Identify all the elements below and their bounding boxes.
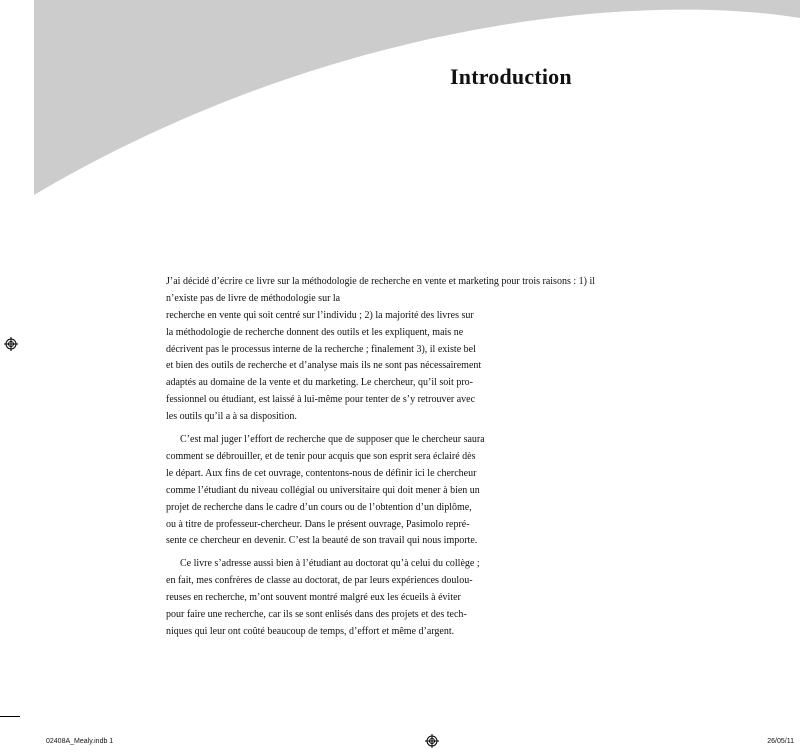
text-line: J’ai décidé d’écrire ce livre sur la méthodologie de recherche en vente et marketing pour trois raisons : 1) il n’existe pas de livre de méthodologie sur la [166, 276, 595, 304]
text-line: décrivent pas le processus interne de la recherche ; finalement 3), il existe bel [166, 343, 476, 355]
text-line: niques qui leur ont coûté beaucoup de temps, d’effort et même d’argent. [166, 625, 455, 637]
paragraph-2 [166, 432, 606, 550]
text-line: les outils qu’il a à sa disposition. [166, 411, 297, 423]
text-line: le départ. Aux fins de cet ouvrage, contentons-nous de définir ici le chercheur [166, 467, 477, 479]
paragraph-1 [166, 274, 606, 426]
text-line: C’est mal juger l’effort de recherche que de supposer que le chercheur saura [180, 434, 485, 446]
text-line: fessionnel ou étudiant, est laissé à lui-même pour tenter de s’y retrouver avec [166, 394, 476, 406]
text-line: ou à titre de professeur-chercheur. Dans le présent ouvrage, Pasimolo repré- [166, 518, 470, 530]
registration-mark-icon [4, 337, 18, 351]
text-line: comment se débrouiller, et de tenir pour acquis que son esprit sera éclairé dès [166, 450, 476, 462]
text-line: pour faire une recherche, car ils se sont enlisés dans des projets et des tech- [166, 608, 467, 620]
page-title: Introduction [450, 64, 572, 89]
text-line: projet de recherche dans le cadre d’un cours ou de l’obtention d’un diplôme, [166, 501, 472, 513]
text-line: sente ce chercheur en devenir. C’est la beauté de son travail qui nous importe. [166, 535, 478, 547]
body-text [166, 274, 606, 641]
text-line: adaptés au domaine de la vente et du marketing. Le chercheur, qu’il soit pro- [166, 377, 473, 389]
crop-mark [0, 716, 20, 717]
text-line: la méthodologie de recherche donnent des outils et les expliquent, mais ne [166, 326, 464, 338]
text-line: en fait, mes confrères de classe au doctorat, de par leurs expériences doulou- [166, 575, 473, 587]
footer-file-info: 02408A_Mealy.indb 1 [46, 738, 114, 745]
text-line: comme l’étudiant du niveau collégial ou universitaire qui doit mener à bien un [166, 484, 480, 496]
text-line: et bien des outils de recherche et d’analyse mais ils ne sont pas nécessairement [166, 360, 482, 372]
registration-mark-icon [425, 734, 439, 748]
footer-date: 26/05/11 [767, 738, 794, 745]
text-line: reuses en recherche, m’ont souvent montré malgré eux les écueils à éviter [166, 592, 461, 604]
text-line: recherche en vente qui soit centré sur l’individu ; 2) la majorité des livres sur [166, 309, 474, 321]
decorative-swoosh [0, 0, 800, 200]
paragraph-3 [166, 556, 606, 640]
text-line: Ce livre s’adresse aussi bien à l’étudiant au doctorat qu’à celui du collège ; [180, 558, 480, 570]
